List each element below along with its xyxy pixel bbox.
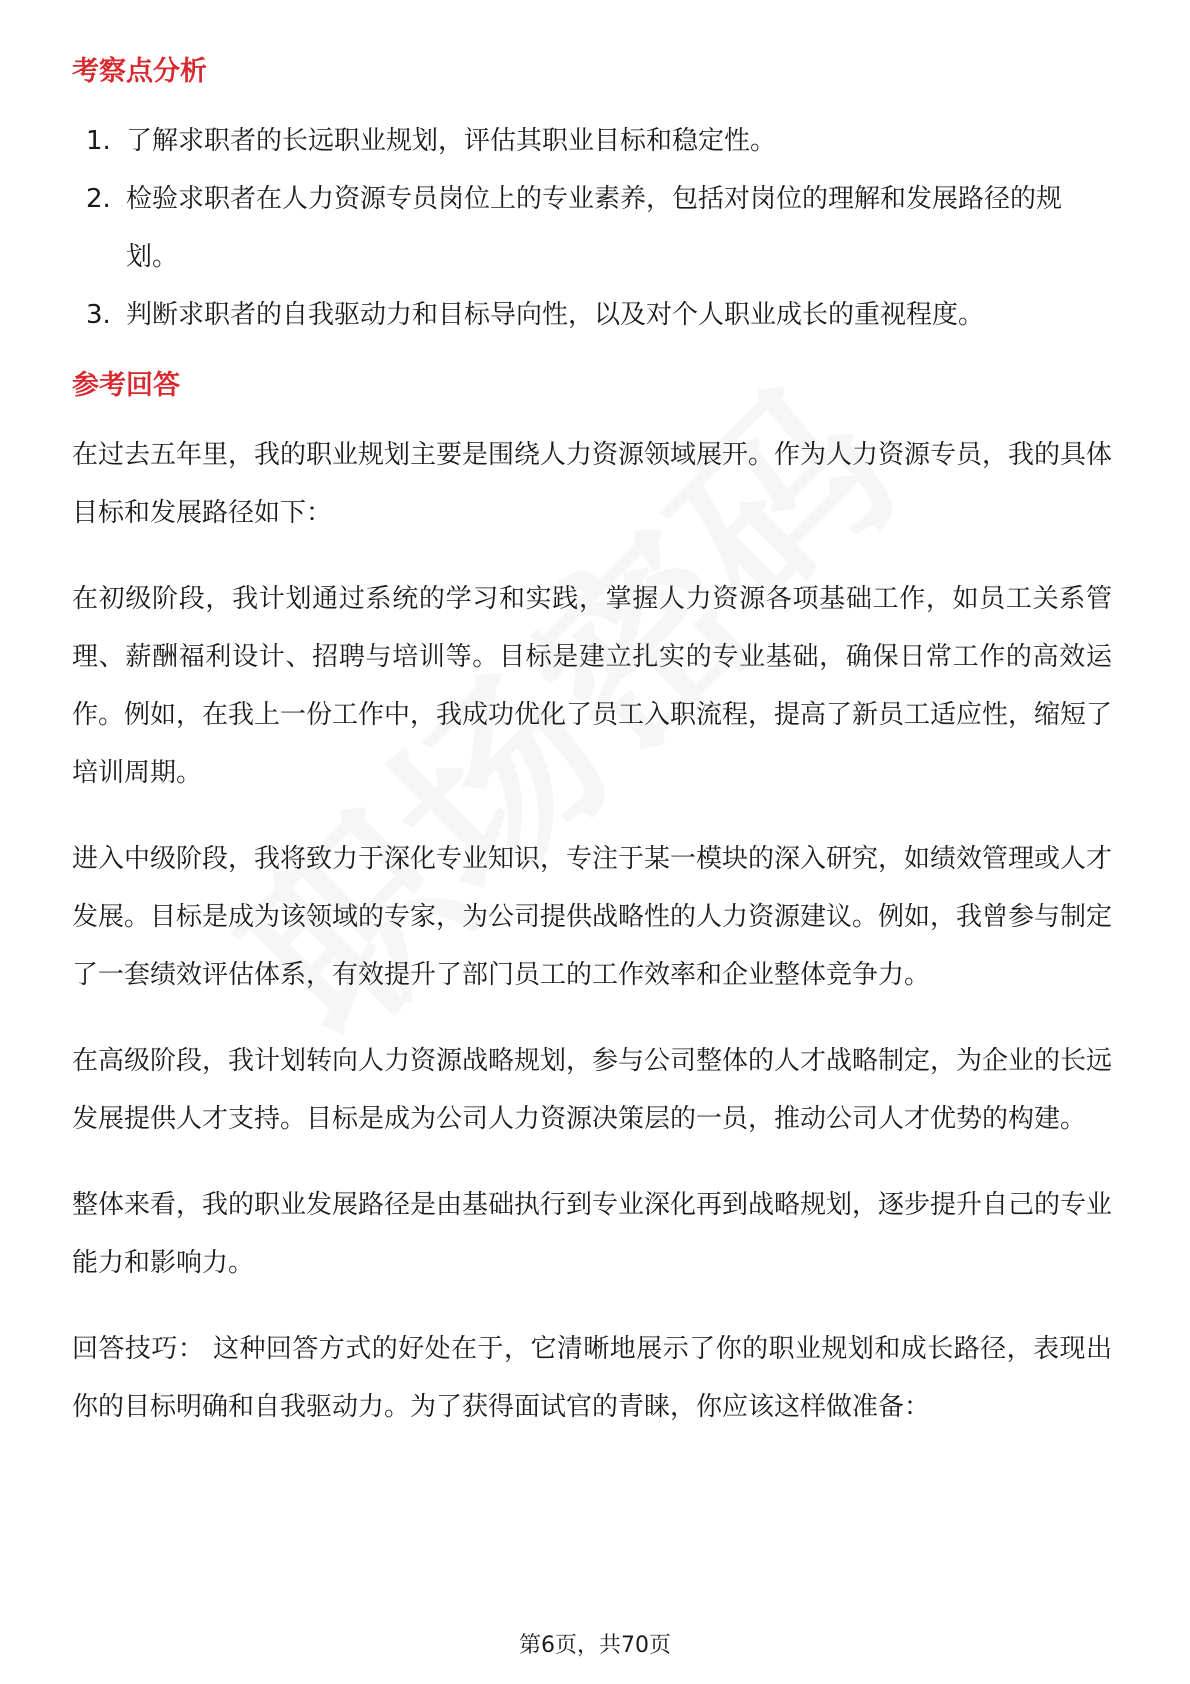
page-number-footer: 第6页，共70页 xyxy=(519,1633,671,1658)
answer-paragraph: 回答技巧： 这种回答方式的好处在于，它清晰地展示了你的职业规划和成长路径，表现出你的目标明确和自我驱动力。为了获得面试官的青睐，你应该这样做准备： xyxy=(72,1334,1112,1422)
analysis-points-list xyxy=(72,112,1112,344)
list-item xyxy=(72,286,1112,344)
list-item xyxy=(72,170,1112,286)
list-item-text: 判断求职者的自我驱动力和目标导向性，以及对个人职业成长的重视程度。 xyxy=(126,300,985,330)
document-page xyxy=(72,40,1112,1464)
answer-paragraph: 在高级阶段，我计划转向人力资源战略规划，参与公司整体的人才战略制定，为企业的长远发展提供人才支持。目标是成为公司人力资源决策层的一员，推动公司人才优势的构建。 xyxy=(72,1046,1113,1134)
list-item-text: 了解求职者的长远职业规划，评估其职业目标和稳定性。 xyxy=(126,126,777,156)
answer-paragraph: 在初级阶段，我计划通过系统的学习和实践，掌握人力资源各项基础工作，如员工关系管理、薪酬福利设计、招聘与培训等。目标是建立扎实的专业基础，确保日常工作的高效运作。例如，在我上一份工作中，我成功优化了员工入职流程，提高了新员工适应性，缩短了培训周期。 xyxy=(72,584,1113,788)
list-item-number: 1. xyxy=(86,126,111,156)
list-item xyxy=(72,112,1112,170)
list-item-number: 2. xyxy=(86,184,111,214)
answer-paragraph: 进入中级阶段，我将致力于深化专业知识，专注于某一模块的深入研究，如绩效管理或人才发展。目标是成为该领域的专家，为公司提供战略性的人力资源建议。例如，我曾参与制定了一套绩效评估体系，有效提升了部门员工的工作效率和企业整体竞争力。 xyxy=(72,844,1113,990)
answer-paragraph: 整体来看，我的职业发展路径是由基础执行到专业深化再到战略规划，逐步提升自己的专业能力和影响力。 xyxy=(72,1190,1113,1278)
analysis-section-title: 考察点分析 xyxy=(72,56,207,87)
list-item-text: 检验求职者在人力资源专员岗位上的专业素养，包括对岗位的理解和发展路径的规划。 xyxy=(126,184,1063,272)
list-item-number: 3. xyxy=(86,300,111,330)
answer-section-title: 参考回答 xyxy=(72,370,180,401)
answer-paragraph: 在过去五年里，我的职业规划主要是围绕人力资源领域展开。作为人力资源专员，我的具体目标和发展路径如下： xyxy=(72,440,1113,528)
